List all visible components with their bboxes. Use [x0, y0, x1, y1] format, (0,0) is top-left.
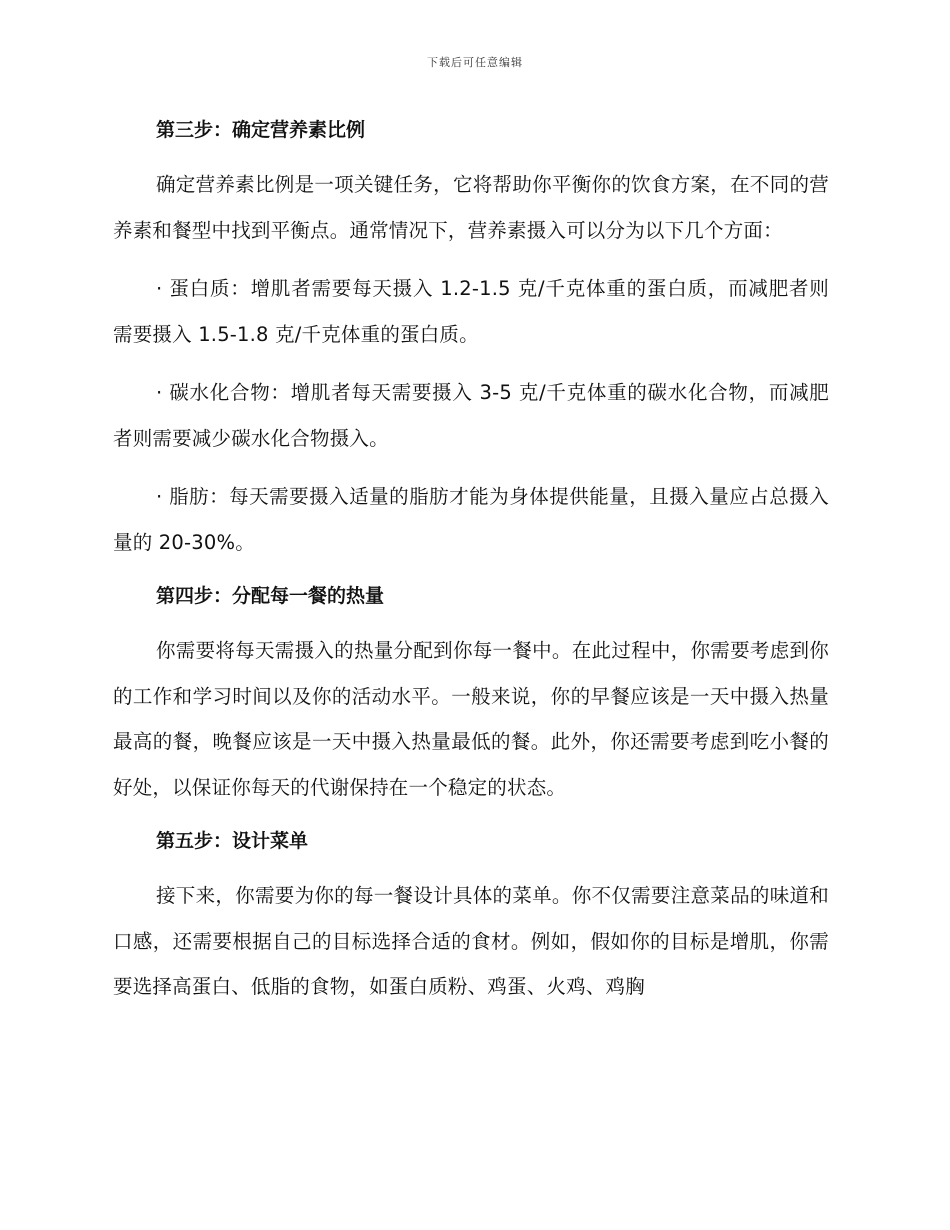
paragraph-intro: 确定营养素比例是一项关键任务，它将帮助你平衡你的饮食方案，在不同的营养素和餐型中找到平衡点。通常情况下，营养素摄入可以分为以下几个方面：	[113, 173, 829, 242]
section-heading-step5: 第五步：设计菜单	[156, 830, 309, 852]
paragraph-fat: · 脂肪：每天需要摄入适量的脂肪才能为身体提供能量，且摄入量应占总摄入量的 20-30%。	[113, 485, 829, 554]
document-body	[113, 112, 829, 1023]
paragraph-meal-calories: 你需要将每天需摄入的热量分配到你每一餐中。在此过程中，你需要考虑到你的工作和学习时间以及你的活动水平。一般来说，你的早餐应该是一天中摄入热量最高的餐，晚餐应该是一天中摄入热量最低的餐。此外，你还需要考虑到吃小餐的好处，以保证你每天的代谢保持在一个稳定的状态。	[113, 639, 829, 799]
section-heading-step3: 第三步：确定营养素比例	[156, 119, 366, 141]
page-header: 下载后可任意编辑	[427, 56, 523, 69]
paragraph-protein: · 蛋白质：增肌者需要每天摄入 1.2-1.5 克/千克体重的蛋白质，而减肥者则需要摄入 1.5-1.8 克/千克体重的蛋白质。	[113, 277, 829, 346]
paragraph-menu-design: 接下来，你需要为你的每一餐设计具体的菜单。你不仅需要注意菜品的味道和口感，还需要根据自己的目标选择合适的食材。例如，假如你的目标是增肌，你需要选择高蛋白、低脂的食物，如蛋白质粉、鸡蛋、火鸡、鸡胸	[113, 884, 829, 998]
section-heading-step4: 第四步：分配每一餐的热量	[156, 585, 385, 607]
paragraph-carbs: · 碳水化合物：增肌者每天需要摄入 3-5 克/千克体重的碳水化合物，而减肥者则需要减少碳水化合物摄入。	[113, 381, 829, 450]
